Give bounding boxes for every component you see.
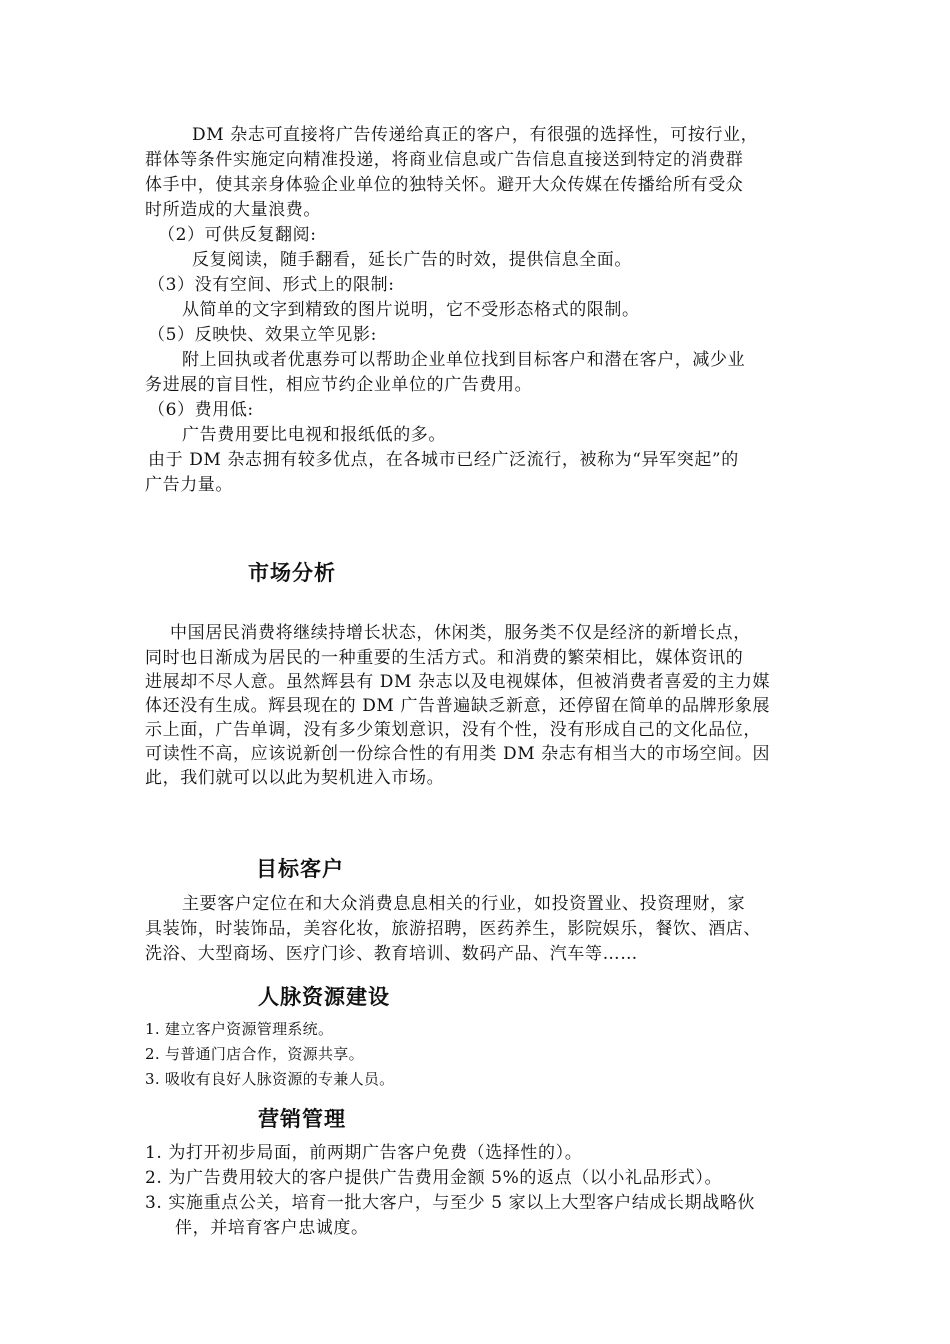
market-heading: 市场分析 <box>248 561 336 585</box>
market-line-3: 进展却不尽人意。虽然辉县有 DM 杂志以及电视媒体，但被消费者喜爱的主力媒 <box>145 672 771 692</box>
target-heading: 目标客户 <box>256 857 344 881</box>
marketing-item-3: 3. 实施重点公关，培育一批大客户，与至少 5 家以上大型客户结成长期战略伙 <box>145 1193 756 1213</box>
intro-line-2: 群体等条件实施定向精准投递，将商业信息或广告信息直接送到特定的消费群 <box>145 150 744 170</box>
network-item-1: 1. 建立客户资源管理系统。 <box>145 1020 334 1038</box>
target-line-2: 具装饰，时装饰品，美容化妆，旅游招聘，医药养生，影院娱乐，餐饮、酒店、 <box>145 919 761 939</box>
feature-5-body-line-2: 务进展的盲目性，相应节约企业单位的广告费用。 <box>145 375 533 395</box>
market-line-4: 体还没有生成。辉县现在的 DM 广告普遍缺乏新意，还停留在简单的品牌形象展 <box>145 696 771 716</box>
marketing-heading: 营销管理 <box>258 1107 346 1131</box>
network-heading: 人脉资源建设 <box>258 985 390 1009</box>
market-line-7: 此，我们就可以以此为契机进入市场。 <box>145 768 445 788</box>
intro-line-3: 体手中，使其亲身体验企业单位的独特关怀。避开大众传媒在传播给所有受众 <box>145 175 744 195</box>
target-line-1: 主要客户定位在和大众消费息息相关的行业，如投资置业、投资理财，家 <box>182 894 746 914</box>
marketing-item-1: 1. 为打开初步局面，前两期广告客户免费（选择性的）。 <box>145 1143 583 1163</box>
feature-6-body: 广告费用要比电视和报纸低的多。 <box>182 425 446 445</box>
feature-2-body: 反复阅读，随手翻看，延长广告的时效，提供信息全面。 <box>192 250 632 270</box>
marketing-item-2: 2. 为广告费用较大的客户提供广告费用金额 5%的返点（以小礼品形式）。 <box>145 1168 723 1188</box>
feature-2-title: （2）可供反复翻阅: <box>158 225 317 245</box>
feature-3-body: 从简单的文字到精致的图片说明，它不受形态格式的限制。 <box>182 300 640 320</box>
feature-5-title: （5）反映快、效果立竿见影: <box>148 325 377 345</box>
market-line-6: 可读性不高，应该说新创一份综合性的有用类 DM 杂志有相当大的市场空间。因 <box>145 744 771 764</box>
feature-6-title: （6）费用低: <box>148 400 254 420</box>
target-line-3: 洗浴、大型商场、医疗门诊、教育培训、数码产品、汽车等…… <box>145 944 638 964</box>
intro-line-4: 时所造成的大量浪费。 <box>145 200 321 220</box>
feature-3-title: （3）没有空间、形式上的限制: <box>148 275 395 295</box>
network-item-3: 3. 吸收有良好人脉资源的专兼人员。 <box>145 1070 395 1088</box>
summary-line-2: 广告力量。 <box>145 475 233 495</box>
summary-line-1: 由于 DM 杂志拥有较多优点，在各城市已经广泛流行，被称为“异军突起”的 <box>148 450 739 470</box>
intro-line-1: DM 杂志可直接将广告传递给真正的客户，有很强的选择性，可按行业， <box>192 125 759 145</box>
market-line-2: 同时也日渐成为居民的一种重要的生活方式。和消费的繁荣相比，媒体资讯的 <box>145 648 744 668</box>
feature-5-body-line-1: 附上回执或者优惠券可以帮助企业单位找到目标客户和潜在客户，减少业 <box>182 350 746 370</box>
network-item-2: 2. 与普通门店合作，资源共享。 <box>145 1045 364 1063</box>
marketing-item-3-continued: 伴，并培育客户忠诚度。 <box>175 1218 369 1238</box>
market-line-5: 示上面，广告单调，没有多少策划意识，没有个性，没有形成自己的文化品位， <box>145 720 761 740</box>
market-line-1: 中国居民消费将继续持增长状态，休闲类，服务类不仅是经济的新增长点， <box>170 623 751 643</box>
